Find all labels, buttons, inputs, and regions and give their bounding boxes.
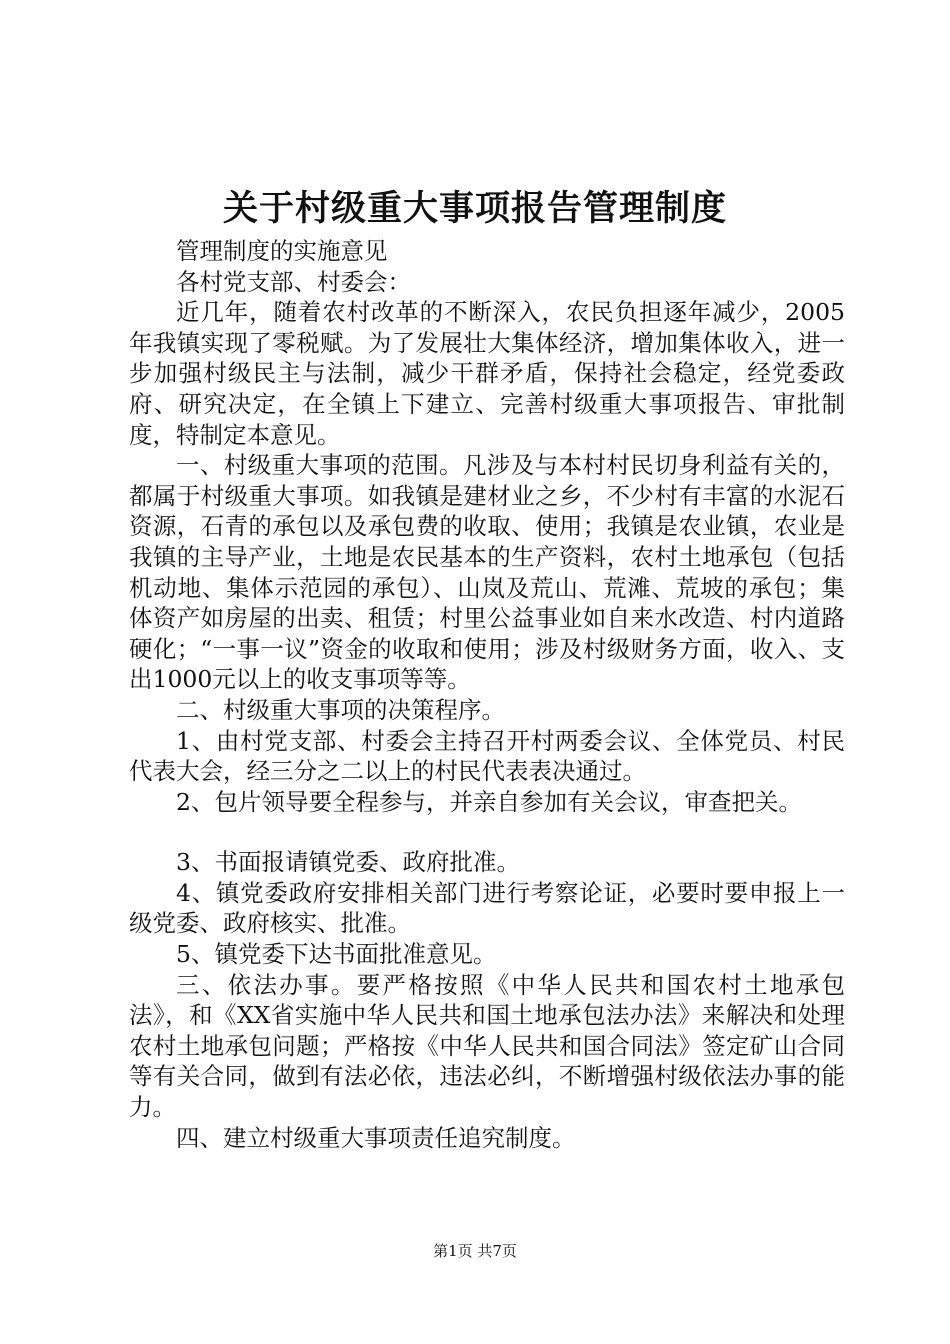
paragraph-step-3: 3、书面报请镇党委、政府批准。 bbox=[176, 848, 520, 877]
paragraph-step-1: 1、由村党支部、村委会主持召开村两委会议、全体党员、村民代表大会，经三分之二以上的村民代表表决通过。 bbox=[129, 726, 845, 786]
paragraph-step-2: 2、包片领导要全程参与，并亲自参加有关会议，审查把关。 bbox=[176, 787, 802, 816]
paragraph-section-4: 四、建立村级重大事项责任追究制度。 bbox=[176, 1123, 576, 1152]
page-footer: 第1页 共7页 bbox=[433, 1242, 517, 1260]
paragraph-step-4: 4、镇党委政府安排相关部门进行考察论证，必要时要申报上一级党委、政府核实、批准。 bbox=[129, 878, 845, 938]
paragraph-subtitle: 管理制度的实施意见 bbox=[176, 237, 388, 265]
paragraph-section-3: 三、依法办事。要严格按照《中华人民共和国农村土地承包法》，和《XX省实施中华人民共和国土地承包法办法》来解决和处理农村土地承包问题；严格按《中华人民共和国合同法》签定矿山合同等有关合同，做到有法必依，违法必纠，不断增强村级依法办事的能力。 bbox=[129, 970, 845, 1122]
paragraph-section-1: 一、村级重大事项的范围。凡涉及与本村村民切身利益有关的，都属于村级重大事项。如我镇是建材业之乡，不少村有丰富的水泥石资源，石青的承包以及承包费的收取、使用；我镇是农业镇，农业是我镇的主导产业，土地是农民基本的生产资料，农村土地承包（包括机动地、集体示范园的承包）、山岚及荒山、荒滩、荒坡的承包；集体资产如房屋的出卖、租赁；村里公益事业如自来水改造、村内道路硬化；“一事一议”资金的收取和使用；涉及村级财务方面，收入、支出1000元以上的收支事项等等。 bbox=[129, 451, 845, 694]
paragraph-addressee: 各村党支部、村委会： bbox=[176, 267, 411, 296]
document-body bbox=[129, 236, 845, 1153]
paragraph-section-2: 二、村级重大事项的决策程序。 bbox=[176, 695, 505, 724]
paragraph-step-5: 5、镇党委下达书面批准意见。 bbox=[176, 940, 497, 969]
paragraph-intro: 近几年，随着农村改革的不断深入，农民负担逐年减少，2005年我镇实现了零税赋。为了发展壮大集体经济，增加集体收入，进一步加强村级民主与法制，减少干群矛盾，保持社会稳定，经党委政府、研究决定，在全镇上下建立、完善村级重大事项报告、审批制度，特制定本意见。 bbox=[129, 298, 845, 449]
document-title: 关于村级重大事项报告管理制度 bbox=[222, 189, 727, 229]
